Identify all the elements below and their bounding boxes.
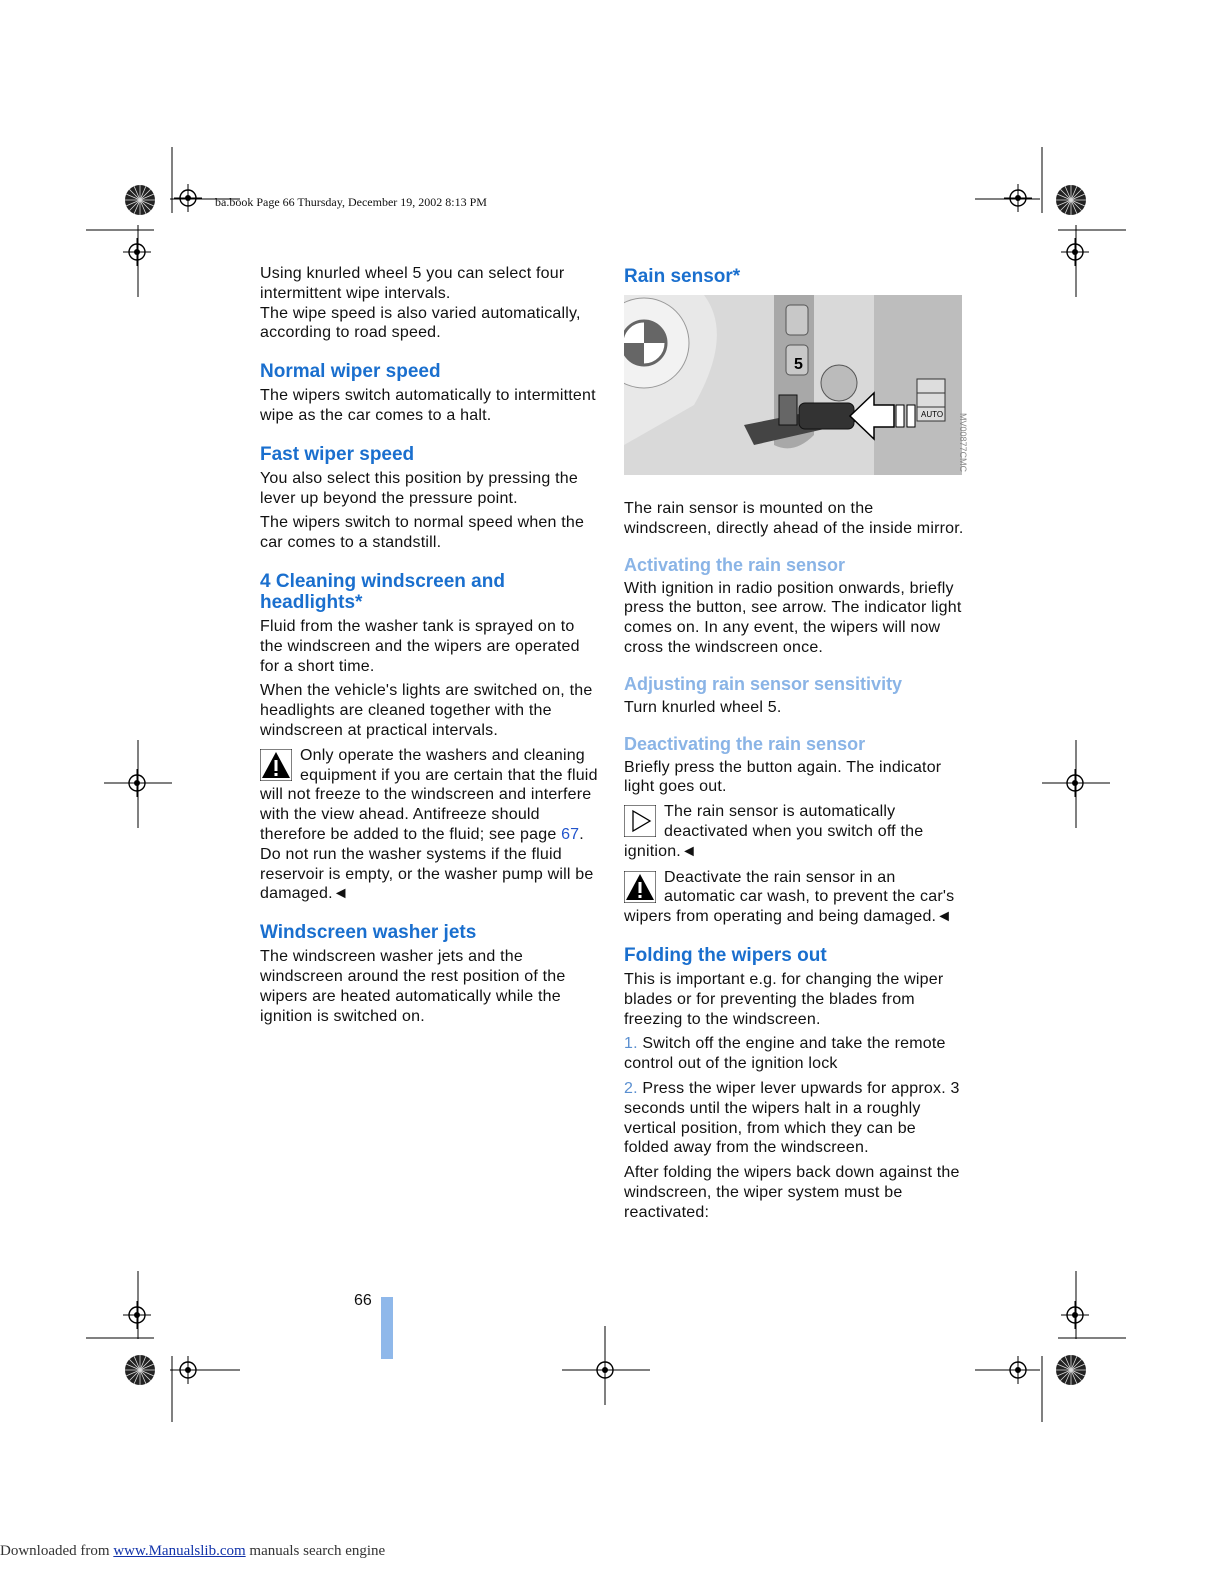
footer	[0, 1543, 385, 1560]
auto-button-label: AUTO	[921, 410, 944, 419]
rain-sensor-note	[624, 802, 964, 861]
rain-sensor-text: The rain sensor is mounted on the windscreen, directly ahead of the inside mirror.	[624, 500, 964, 537]
rain-sensor-heading: Rain sensor*	[624, 266, 741, 287]
file-info: ba.book Page 66 Thursday, December 19, 2002 8:13 PM	[215, 195, 487, 209]
note-triangle-icon	[624, 805, 656, 837]
step-1-text: Switch off the engine and take the remote control out of the ignition lock	[624, 1035, 946, 1073]
activate-text: With ignition in radio position onwards, briefly press the button, see arrow. The indicator light comes on. In any event, the wipers will now cross the windscreen once.	[624, 579, 962, 656]
deactivate-heading: Deactivating the rain sensor	[624, 733, 866, 754]
figure-label-5: 5	[794, 356, 803, 373]
note-text: The rain sensor is automatically deactivated when you switch off the ignition.◄	[624, 803, 924, 860]
page-tab	[381, 1297, 393, 1359]
adjust-text: Turn knurled wheel 5.	[624, 698, 782, 716]
rain-sensor-figure	[624, 295, 968, 477]
step-1-number: 1.	[624, 1035, 638, 1053]
washer-jets-heading: Windscreen washer jets	[260, 922, 477, 944]
cleaning-heading: 4 Cleaning windscreen and headlights*	[260, 570, 505, 613]
fast-wiper-text-1: You also select this position by pressing the lever up beyond the pressure point.	[260, 469, 578, 507]
warning-icon	[260, 749, 292, 781]
warning-text-b: .	[579, 825, 584, 843]
intro-p1: Using knurled wheel 5 you can select four intermittent wipe intervals.	[260, 265, 565, 302]
cleaning-text-2: When the vehicle's lights are switched on, the headlights are cleaned together with the windscreen at practical intervals.	[260, 682, 593, 739]
folding-after-text: After folding the wipers back down against the windscreen, the wiper system must be reactivated:	[624, 1164, 960, 1221]
right-column	[624, 264, 968, 1228]
cleaning-text-1: Fluid from the washer tank is sprayed on to the windscreen and the wipers are operated for a short time.	[260, 617, 580, 675]
normal-wiper-heading: Normal wiper speed	[260, 361, 441, 383]
fast-wiper-heading: Fast wiper speed	[260, 443, 415, 465]
step-2	[624, 1079, 964, 1158]
intro-p2: The wipe speed is also varied automatically, according to road speed.	[260, 304, 581, 342]
activate-heading: Activating the rain sensor	[624, 554, 846, 575]
washer-warning	[260, 746, 600, 904]
warning-icon	[624, 871, 656, 903]
left-column	[260, 264, 600, 1031]
adjust-heading: Adjusting rain sensor sensitivity	[624, 673, 903, 694]
step-2-text: Press the wiper lever upwards for approx. 3 seconds until the wipers halt in a roughly vertical position, from which they can be folded away from the windscreen.	[624, 1079, 960, 1157]
steering-wheel-illustration	[624, 295, 962, 475]
warning-text-a: Only operate the washers and cleaning equipment if you are certain that the fluid will not freeze to the windscreen and interfere with the view ahead. Antifreeze should therefore be added to the fluid; see page	[260, 746, 598, 843]
manualslib-link[interactable]: www.Manualslib.com	[113, 1543, 246, 1559]
washer-jets-text: The windscreen washer jets and the windscreen around the rest position of the wipers are heated automatically while the ignition is switched on.	[260, 948, 566, 1025]
figure-code: MV00877CMC	[958, 413, 968, 473]
warning-text-c: Do not run the washer systems if the fluid reservoir is empty, or the washer pump will be damaged.◄	[260, 845, 594, 903]
footer-suffix: manuals search engine	[245, 1543, 386, 1559]
page-number: 66	[354, 1292, 372, 1309]
car-wash-warning-text: Deactivate the rain sensor in an automatic car wash, to prevent the car's wipers from operating and being damaged.◄	[624, 868, 955, 926]
normal-wiper-text: The wipers switch automatically to intermittent wipe as the car comes to a halt.	[260, 387, 596, 424]
deactivate-text: Briefly press the button again. The indicator light goes out.	[624, 758, 942, 796]
car-wash-warning	[624, 868, 964, 927]
intro-text	[260, 264, 600, 343]
folding-text: This is important e.g. for changing the wiper blades or for preventing the blades from freezing to the windscreen.	[624, 970, 944, 1028]
step-2-number: 2.	[624, 1079, 638, 1097]
page-67-link[interactable]: 67	[561, 825, 580, 843]
folding-heading: Folding the wipers out	[624, 944, 827, 966]
step-1	[624, 1034, 964, 1074]
footer-prefix: Downloaded from	[0, 1543, 114, 1559]
fast-wiper-text-2: The wipers switch to normal speed when the car comes to a standstill.	[260, 514, 585, 552]
